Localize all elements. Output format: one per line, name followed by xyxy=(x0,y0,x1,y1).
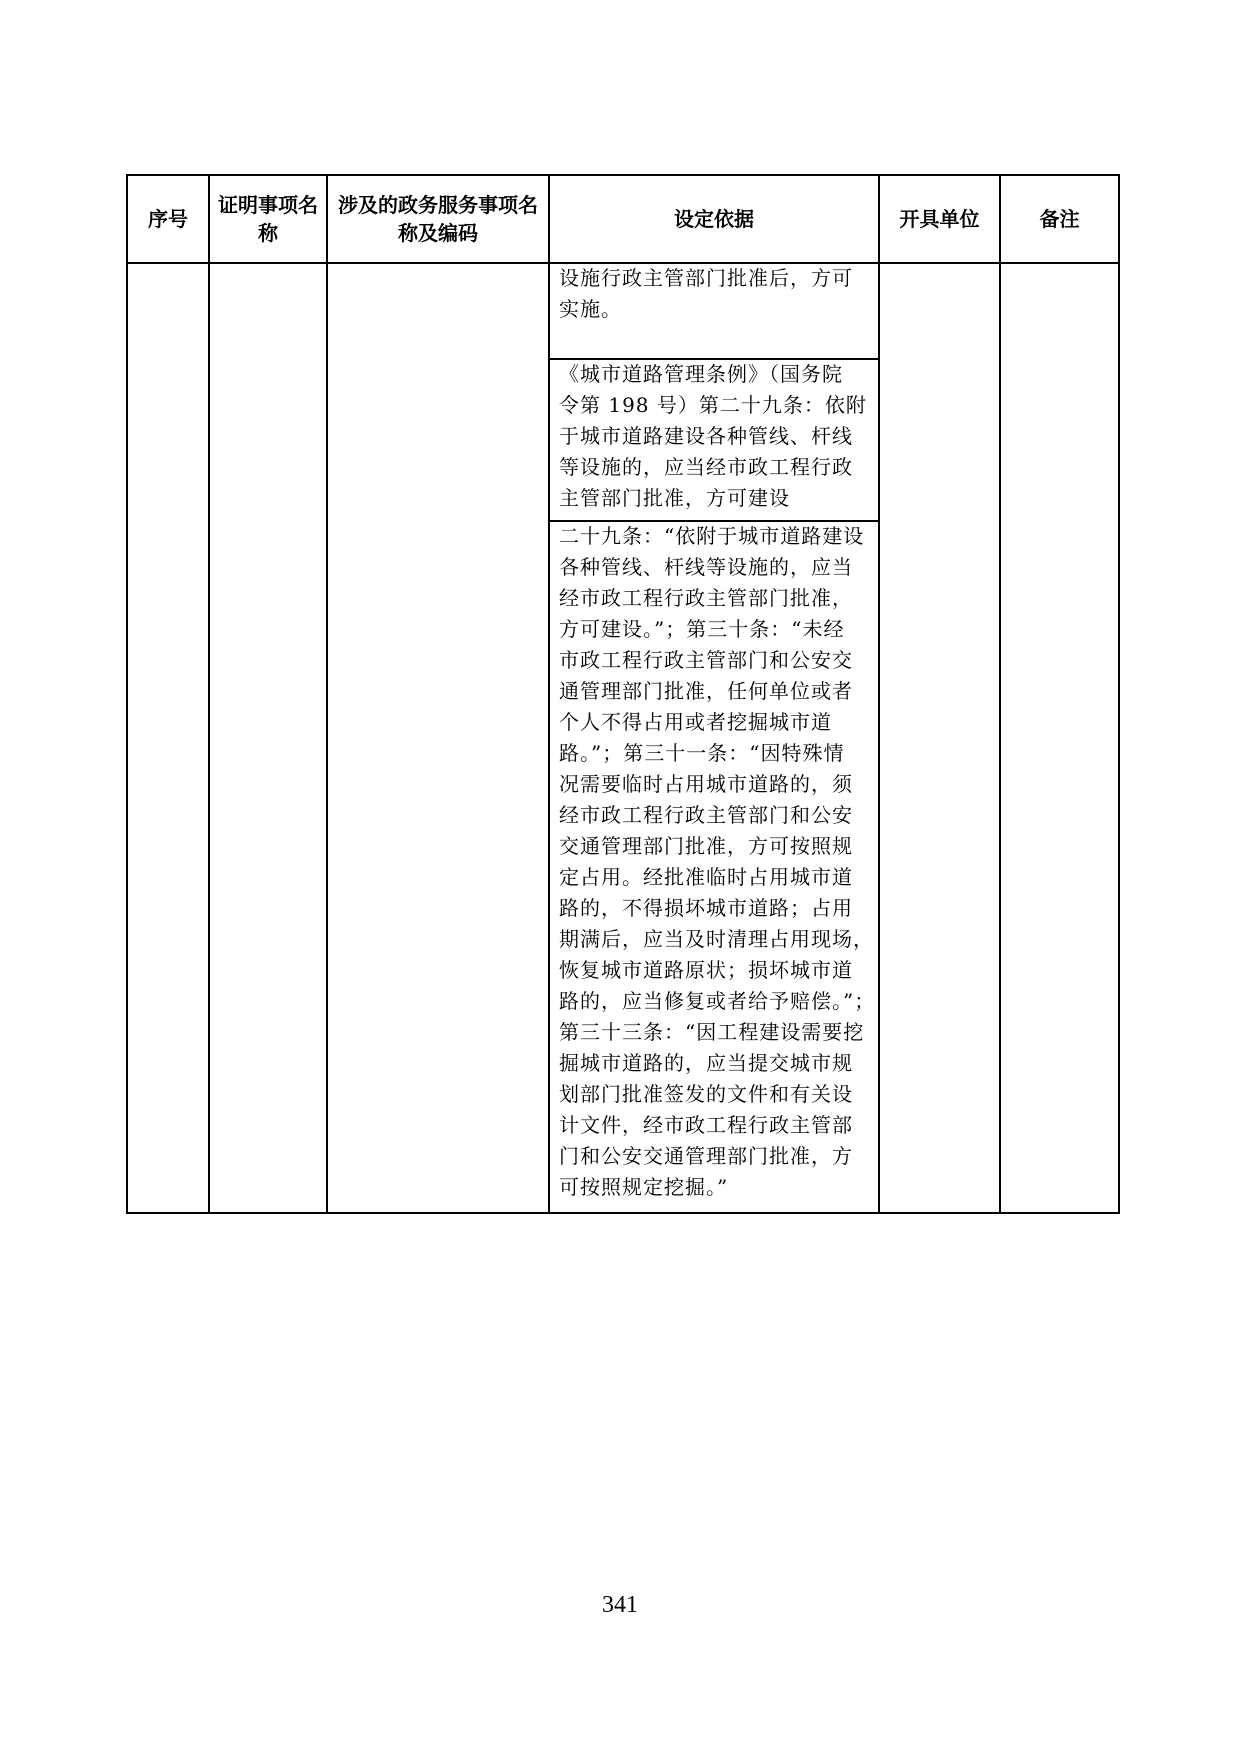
header-serial-number: 序号 xyxy=(148,207,188,231)
header-legal-basis: 设定依据 xyxy=(674,207,754,231)
header-issuing-unit: 开具单位 xyxy=(899,207,980,231)
header-related-service-items: 涉及的政务服务事项名 称及编码 xyxy=(338,193,538,245)
legal-basis-segment: 设施行政主管部门批准后，方可 实施。 xyxy=(559,266,853,321)
legal-basis-segment: 二十九条：“依附于城市道路建设 各种管线、杆线等设施的，应当 经市政工程行政主管部门批准， 方可建设。”；第三十条：“未经 市政工程行政主管部门和公安交 通管理部门批准，任何单位或者 个人不得占用或者挖掘城市道 路。”；第三十一条：“因特殊情 况需要临时占用城市道路的，须 经市政工程行政主管部门和公安 交通管理部门批准，方可按照规 定占用。经批准临时占用城市道 路的，不得损坏城市道路；占用 期满后，应当及时清理占用现场， 恢复城市道路原状；损坏城市道 路的，应当修复或者给予赔偿。”； 第三十三条：“因工程建设需要挖 掘城市道路的，应当提交城市规 划部门批准签发的文件和有关设 计文件，经市政工程行政主管部 门和公安交通管理部门批准，方 可按照规定挖掘。” xyxy=(559,524,876,1199)
column-divider xyxy=(999,176,1001,1212)
legal-basis-segment: 《城市道路管理条例》（国务院 令第 198 号）第二十九条：依附 于城市道路建设各种管线、杆线 等设施的，应当经市政工程行政 主管部门批准，方可建设 xyxy=(559,362,867,510)
column-divider xyxy=(208,176,210,1212)
header-certificate-item-name: 证明事项名 称 xyxy=(218,193,318,245)
column-divider xyxy=(326,176,328,1212)
header-remarks: 备注 xyxy=(1039,207,1080,231)
column-divider xyxy=(548,176,550,1212)
page-number: 341 xyxy=(602,1592,638,1618)
